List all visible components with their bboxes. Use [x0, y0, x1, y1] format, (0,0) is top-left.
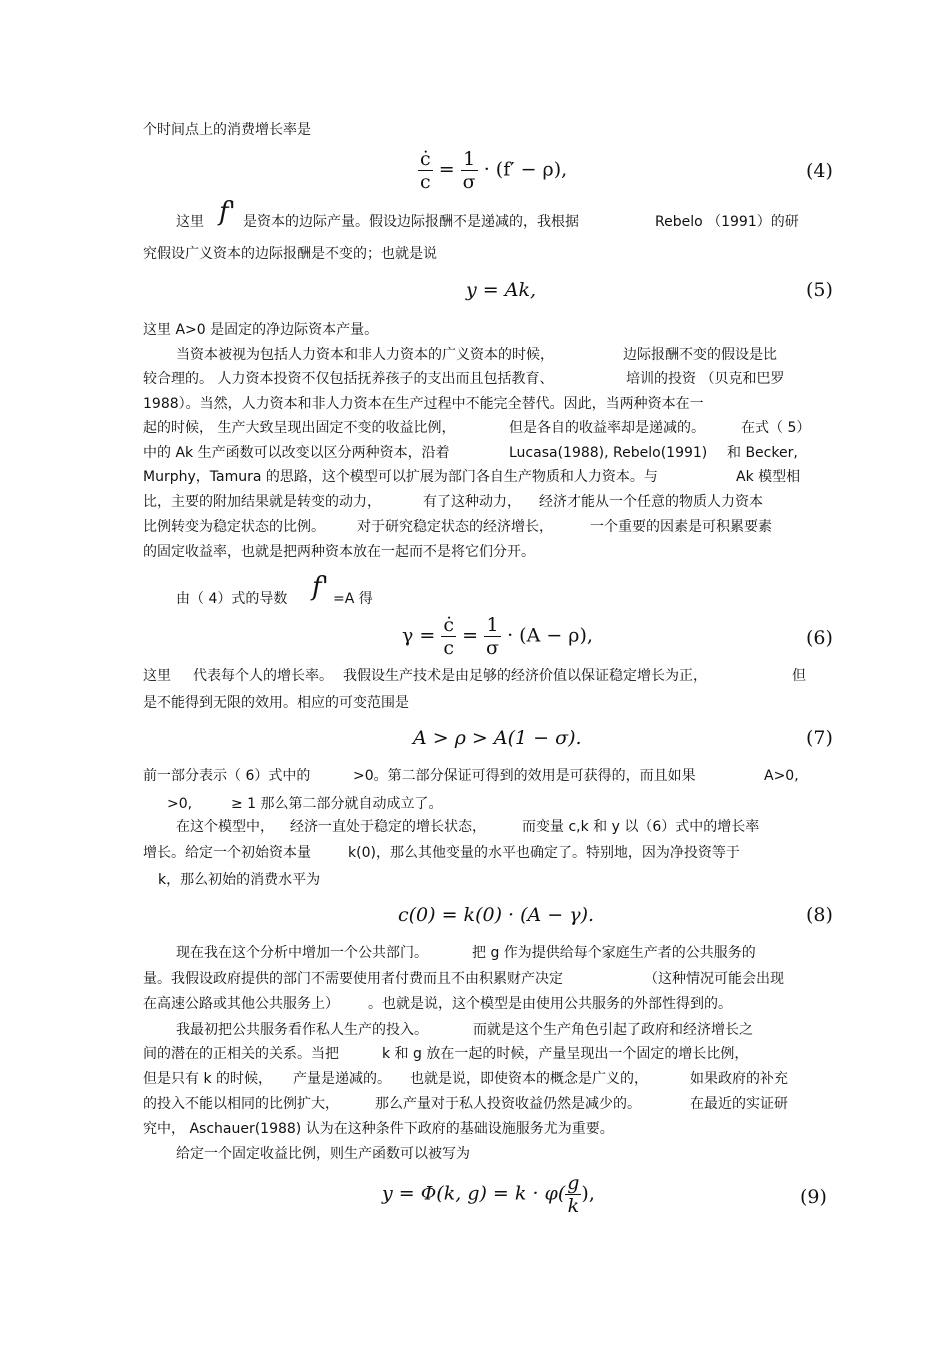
eq-numerator: 1	[461, 148, 478, 171]
eq-denominator: c	[443, 637, 455, 659]
text-line: 增长。给定一个初始资本量	[143, 845, 311, 861]
equation-number: (8)	[806, 904, 833, 926]
eq-numerator: ċ	[420, 148, 431, 170]
equation-7	[413, 727, 582, 749]
text-line: 现在我在这个分析中增加一个公共部门。	[176, 945, 428, 961]
text-line: Murphy，Tamura 的思路，这个模型可以扩展为部门各自生产物质和人力资本。与	[143, 469, 658, 485]
text-line: 。也就是说，这个模型是由使用公共服务的外部性得到的。	[368, 996, 732, 1012]
text-line: 边际报酬不变的假设是比	[623, 347, 777, 363]
text-line: 这里 A>0 是固定的净边际资本产量。	[143, 322, 379, 338]
f-prime-symbol: f'	[219, 197, 236, 227]
text-line: 究假设广义资本的边际报酬是不变的；也就是说	[143, 246, 437, 262]
text-line: 个时间点上的消费增长率是	[143, 122, 311, 138]
text-line: k(0)，那么其他变量的水平也确定了。特别地，因为净投资等于	[348, 845, 740, 861]
text-line: k，那么初始的消费水平为	[158, 872, 321, 888]
text-line: Rebelo （1991）的研	[655, 214, 799, 230]
text-line: 1988）。当然，人力资本和非人力资本在生产过程中不能完全替代。因此，当两种资本在一	[143, 396, 704, 412]
text-line: 较合理的。 人力资本投资不仅包括抚养孩子的支出而且包括教育、	[143, 371, 554, 387]
text-line: 也就是说，即使资本的概念是广义的，	[410, 1071, 648, 1087]
text-line: 我最初把公共服务看作私人生产的投入。	[176, 1022, 428, 1038]
text-line: 有了这种动力，	[423, 494, 521, 510]
text-line: 当资本被视为包括人力资本和非人力资本的广义资本的时候，	[176, 347, 554, 363]
eq-numerator: 1	[484, 614, 501, 637]
text-line: 这里	[143, 668, 171, 684]
text-line: A>0,	[764, 768, 799, 784]
equation-number: (5)	[806, 279, 833, 301]
equation-6	[402, 614, 593, 659]
text-line: 比例转变为稳定状态的比例。	[143, 519, 325, 535]
text-line: 那么产量对于私人投资收益仍然是减少的。	[375, 1096, 641, 1112]
equation-number: (4)	[806, 160, 833, 182]
text-line: >0。第二部分保证可得到的效用是可获得的，而且如果	[353, 768, 696, 784]
text-line: 给定一个固定收益比例，则生产函数可以被写为	[176, 1146, 470, 1162]
text-line: 我假设生产技术是由足够的经济价值以保证稳定增长为正，	[343, 668, 707, 684]
text-line: 一个重要的因素是可积累要素	[590, 519, 772, 535]
text-line: 间的潜在的正相关的关系。当把	[143, 1046, 339, 1062]
text-line: 在式（ 5）	[741, 420, 811, 436]
text-line: 但是各自的收益率却是递减的。	[509, 420, 705, 436]
equation-number: (7)	[806, 727, 833, 749]
text-line: 究中， Aschauer(1988) 认为在这种条件下政府的基础设施服务尤为重要。	[143, 1121, 614, 1137]
eq-rhs: · (f′ − ρ),	[483, 158, 568, 181]
equation-9	[382, 1172, 595, 1217]
text-line: 培训的投资 （贝克和巴罗	[626, 371, 785, 387]
eq-rhs: ),	[581, 1182, 595, 1205]
eq-body: y = Ak,	[466, 279, 537, 301]
equation-8	[398, 904, 594, 926]
f-prime-symbol: f'	[312, 572, 329, 602]
eq-symbol: =	[438, 158, 455, 181]
text-line: 对于研究稳定状态的经济增长，	[357, 519, 553, 535]
eq-denominator: σ	[462, 171, 476, 193]
text-line: 这里	[176, 214, 204, 230]
text-line: 的固定收益率，也就是把两种资本放在一起而不是将它们分开。	[143, 544, 535, 560]
text-line: >0,	[167, 796, 193, 812]
text-line: 代表每个人的增长率。	[193, 668, 333, 684]
equation-5	[466, 279, 536, 301]
eq-denominator: c	[420, 171, 431, 193]
text-line: 在最近的实证研	[690, 1096, 788, 1112]
text-line: 如果政府的补充	[690, 1071, 788, 1087]
text-line: 起的时候， 生产大致呈现出固定不变的收益比例，	[143, 420, 456, 436]
eq-body: A > ρ > A(1 − σ).	[413, 727, 582, 749]
text-line: 经济才能从一个任意的物质人力资本	[539, 494, 763, 510]
text-line: 产量是递减的。	[293, 1071, 391, 1087]
text-line: 前一部分表示（ 6）式中的	[143, 768, 311, 784]
equation-number: (6)	[806, 627, 833, 649]
text-line: 的投入不能以相同的比例扩大，	[143, 1096, 339, 1112]
text-line: 比，主要的附加结果就是转变的动力，	[143, 494, 381, 510]
equation-4	[418, 148, 567, 193]
eq-numerator: g	[567, 1172, 580, 1194]
text-line: k 和 g 放在一起的时候，产量呈现出一个固定的增长比例，	[382, 1046, 749, 1062]
text-line: 而变量 c,k 和 y 以（6）式中的增长率	[522, 819, 760, 835]
text-line: 中的 Ak 生产函数可以改变以区分两种资本，沿着	[143, 445, 450, 461]
text-line: 而就是这个生产角色引起了政府和经济增长之	[473, 1022, 753, 1038]
eq-body: c(0) = k(0) · (A − γ).	[398, 904, 595, 926]
text-line: ≥ 1 那么第二部分就自动成立了。	[231, 796, 443, 812]
text-line: Lucasa(1988), Rebelo(1991)	[509, 445, 708, 461]
eq-numerator: ċ	[443, 614, 455, 636]
eq-denominator: k	[567, 1195, 580, 1217]
text-line: 是不能得到无限的效用。相应的可变范围是	[143, 695, 409, 711]
text-line: =A 得	[333, 591, 373, 607]
text-line: Ak 模型相	[736, 469, 801, 485]
text-line: 在这个模型中，	[176, 819, 274, 835]
text-line: 但	[792, 668, 806, 684]
eq-lhs: γ =	[402, 624, 436, 647]
text-line: 由（ 4）式的导数	[176, 591, 288, 607]
text-line: 但是只有 k 的时候，	[143, 1071, 273, 1087]
text-line: 把 g 作为提供给每个家庭生产者的公共服务的	[472, 945, 756, 961]
text-line: 和 Becker,	[727, 445, 798, 461]
eq-rhs: · (A − ρ),	[507, 624, 593, 647]
text-line: 量。我假设政府提供的部门不需要使用者付费而且不由积累财产决定	[143, 971, 563, 987]
eq-denominator: σ	[486, 637, 500, 659]
eq-lhs: y = Φ(k, g) = k · φ(	[382, 1182, 566, 1205]
text-line: 在高速公路或其他公共服务上）	[143, 996, 339, 1012]
text-line: 经济一直处于稳定的增长状态，	[290, 819, 486, 835]
eq-symbol: =	[462, 624, 478, 647]
text-line: （这种情况可能会出现	[644, 971, 784, 987]
text-line: 是资本的边际产量。假设边际报酬不是递减的，我根据	[243, 214, 579, 230]
equation-number: (9)	[800, 1186, 827, 1208]
